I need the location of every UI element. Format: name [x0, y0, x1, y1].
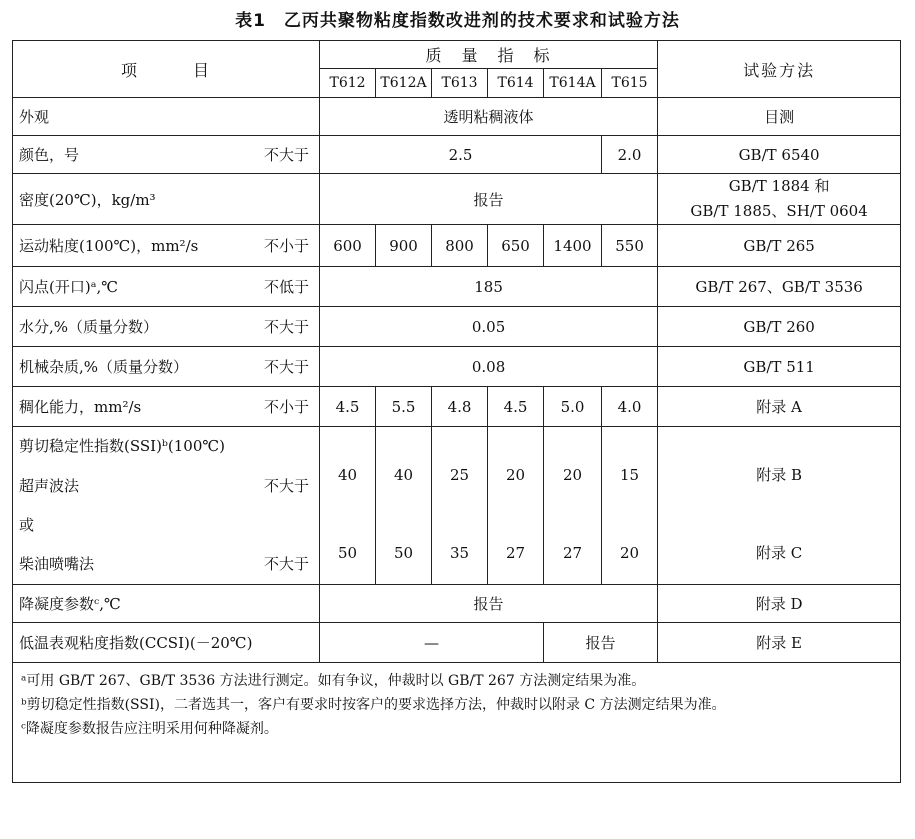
row-requirement: 不大于 [241, 543, 320, 585]
table-caption: 乙丙共聚物粘度指数改进剂的技术要求和试验方法 [283, 11, 680, 31]
row-value: 650 [488, 225, 544, 267]
row-method: 附录 E [658, 623, 901, 663]
row-value: 35 [449, 544, 470, 562]
row-value: 900 [376, 225, 432, 267]
table-row [13, 307, 901, 347]
table-row [13, 174, 901, 225]
row-value: 0.08 [320, 347, 658, 387]
row-value: 50 [393, 544, 414, 562]
footnote-b: ᵇ剪切稳定性指数(SSI)，二者选其一，客户有要求时按客户的要求选择方法，仲裁时以附录 C 方法测定结果为准。 [21, 697, 726, 713]
row-value: 0.05 [320, 307, 658, 347]
row-value: 550 [602, 225, 658, 267]
row-value: 4.0 [602, 387, 658, 427]
table-row [13, 136, 901, 174]
row-value: 透明粘稠液体 [320, 98, 658, 136]
row-method: 附录 A [658, 387, 901, 427]
row-value: 20 [505, 466, 526, 484]
row-requirement: 不小于 [241, 225, 320, 267]
ssi-value-cell [544, 427, 602, 585]
row-label: 运动粘度(100℃)，mm²/s [13, 225, 241, 267]
row-value: 20 [620, 544, 640, 562]
row-requirement: 不小于 [241, 387, 320, 427]
row-label: 水分,%（质量分数） [13, 307, 241, 347]
grade-cell: T614A [544, 69, 602, 98]
row-label: 稠化能力，mm²/s [13, 387, 241, 427]
row-label: 降凝度参数ᶜ,℃ [13, 585, 320, 623]
grade-cell: T614 [488, 69, 544, 98]
ssi-value-cell [602, 427, 658, 585]
row-label: 低温表观粘度指数(CCSI)(－20℃) [13, 623, 320, 663]
header-quality: 质 量 指 标 [320, 41, 658, 69]
row-method: 目测 [658, 98, 901, 136]
row-value: 4.5 [320, 387, 376, 427]
row-requirement: 不大于 [241, 307, 320, 347]
table-notes [13, 663, 901, 783]
header-method: 试验方法 [658, 41, 901, 98]
row-value: 185 [320, 267, 658, 307]
ssi-value-cell [432, 427, 488, 585]
table-row [13, 623, 901, 663]
table-row [13, 267, 901, 307]
row-value: 报告 [544, 623, 658, 663]
row-value: 27 [505, 544, 526, 562]
row-label: 闪点(开口)ᵃ,℃ [13, 267, 241, 307]
row-value: 1400 [544, 225, 602, 267]
table-number: 表1 [235, 11, 266, 31]
table-row [13, 387, 901, 427]
row-label: 颜色，号 [13, 136, 241, 174]
row-value: 15 [620, 466, 640, 484]
row-method: GB/T 6540 [658, 136, 901, 174]
row-value: 50 [337, 544, 358, 562]
method-line: GB/T 1884 和 [728, 177, 830, 195]
ssi-value-cell [488, 427, 544, 585]
row-value: 800 [432, 225, 488, 267]
table-row [13, 585, 901, 623]
footnote-c: ᶜ降凝度参数报告应注明采用何种降凝剂。 [21, 721, 278, 737]
notes-row [13, 663, 901, 783]
row-value: 4.8 [432, 387, 488, 427]
row-method: 附录 C [755, 544, 803, 562]
row-value: 5.5 [376, 387, 432, 427]
row-requirement: 不大于 [241, 136, 320, 174]
row-label: 或 [13, 507, 320, 543]
table-row [13, 347, 901, 387]
row-value: 报告 [320, 174, 658, 225]
grade-cell: T613 [432, 69, 488, 98]
row-value: 5.0 [544, 387, 602, 427]
row-label: 剪切稳定性指数(SSI)ᵇ(100℃) [13, 427, 320, 465]
row-value: 2.5 [320, 136, 602, 174]
row-method: GB/T 511 [658, 347, 901, 387]
ssi-method-cell [658, 427, 901, 585]
row-label: 超声波法 [13, 465, 241, 507]
table-title [0, 6, 915, 31]
row-value: 40 [337, 466, 358, 484]
row-requirement: 不低于 [241, 267, 320, 307]
spec-table [12, 40, 901, 783]
row-value: 27 [562, 544, 583, 562]
table-row [13, 427, 901, 465]
row-label: 机械杂质,%（质量分数） [13, 347, 241, 387]
grade-cell: T612 [320, 69, 376, 98]
ssi-value-cell [376, 427, 432, 585]
row-value: 40 [393, 466, 414, 484]
row-label: 柴油喷嘴法 [13, 543, 241, 585]
row-value: 4.5 [488, 387, 544, 427]
row-method: 附录 B [756, 466, 802, 484]
row-method: 附录 D [658, 585, 901, 623]
ssi-value-cell [320, 427, 376, 585]
header-row [13, 41, 901, 69]
row-value: 25 [449, 466, 470, 484]
row-requirement: 不大于 [241, 465, 320, 507]
table-row [13, 225, 901, 267]
header-item: 项 目 [13, 41, 320, 98]
method-line: GB/T 1885、SH/T 0604 [690, 202, 868, 220]
table-row [13, 98, 901, 136]
row-value: — [320, 623, 544, 663]
row-value: 2.0 [602, 136, 658, 174]
row-method [658, 174, 901, 225]
row-label: 外观 [13, 98, 320, 136]
row-requirement: 不大于 [241, 347, 320, 387]
row-value: 报告 [320, 585, 658, 623]
row-method: GB/T 265 [658, 225, 901, 267]
row-method: GB/T 260 [658, 307, 901, 347]
row-value: 20 [562, 466, 583, 484]
footnote-a: ᵃ可用 GB/T 267、GB/T 3536 方法进行测定。如有争议，仲裁时以 GB/T 267 方法测定结果为准。 [21, 673, 646, 689]
grade-cell: T615 [602, 69, 658, 98]
grade-cell: T612A [376, 69, 432, 98]
row-value: 600 [320, 225, 376, 267]
row-label: 密度(20℃)，kg/m³ [13, 174, 320, 225]
row-method: GB/T 267、GB/T 3536 [658, 267, 901, 307]
